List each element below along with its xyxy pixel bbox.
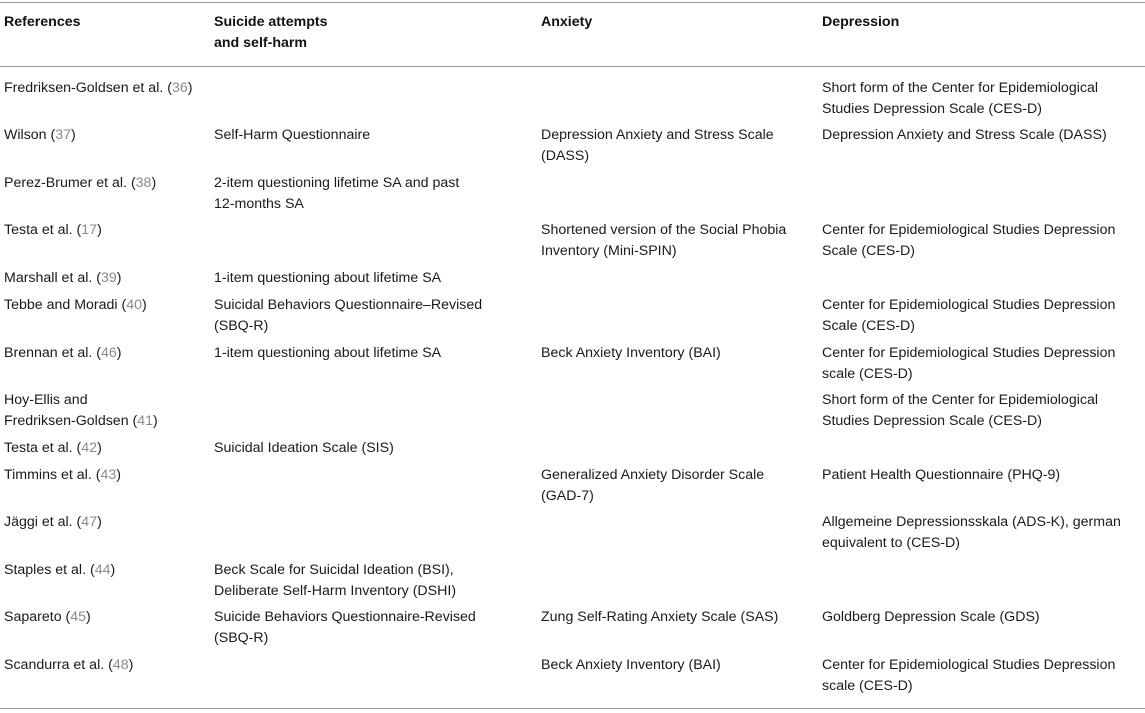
reference-author: Staples et al. (	[4, 562, 95, 578]
depression-cell-line2: scale (CES-D)	[822, 366, 913, 382]
reference-cell	[4, 560, 209, 581]
depression-cell-line1: Center for Epidemiological Studies Depression	[822, 222, 1116, 238]
reference-close-paren: )	[128, 657, 134, 673]
table-top-rule	[0, 2, 1145, 3]
citation-number-link[interactable]: 48	[112, 657, 129, 673]
reference-close-paren: )	[110, 562, 116, 578]
depression-cell-line1: Center for Epidemiological Studies Depression	[822, 297, 1116, 313]
table-row	[0, 512, 1145, 554]
reference-close-paren: )	[71, 127, 76, 143]
depression-cell-line2: equivalent to (CES-D)	[822, 535, 960, 551]
reference-cell	[4, 220, 209, 241]
header-references: References	[4, 14, 81, 30]
depression-cell-line1: Goldberg Depression Scale (GDS)	[822, 609, 1040, 625]
depression-cell-line1: Depression Anxiety and Stress Scale (DASS)	[822, 127, 1107, 143]
table-row	[0, 607, 1145, 649]
suicide-cell-line2: 12-months SA	[214, 196, 304, 212]
anxiety-cell-line1: Generalized Anxiety Disorder Scale	[541, 467, 765, 483]
citation-number-link[interactable]: 40	[126, 297, 143, 313]
depression-cell-line1: Center for Epidemiological Studies Depression	[822, 345, 1116, 361]
reference-cell	[4, 268, 209, 289]
suicide-cell-line2: Deliberate Self-Harm Inventory (DSHI)	[214, 583, 457, 599]
table-row	[0, 560, 1145, 602]
table-row	[0, 390, 1145, 432]
reference-cell	[4, 438, 209, 459]
reference-author: Tebbe and Moradi (	[4, 297, 127, 313]
reference-author: Sapareto (	[4, 609, 71, 625]
citation-number-link[interactable]: 38	[135, 175, 152, 191]
reference-close-paren: )	[116, 467, 121, 483]
table-row	[0, 343, 1145, 385]
reference-cell	[4, 607, 209, 628]
suicide-cell-line1: 1-item questioning about lifetime SA	[214, 270, 442, 286]
reference-cell	[4, 295, 209, 316]
reference-cell	[4, 465, 209, 486]
anxiety-cell-line2: (DASS)	[541, 148, 590, 164]
anxiety-cell-line1: Shortened version of the Social Phobia	[541, 222, 787, 238]
reference-author: Marshall et al. (	[4, 270, 101, 286]
reference-cell	[4, 78, 209, 99]
suicide-cell-line1: Beck Scale for Suicidal Ideation (BSI),	[214, 562, 454, 578]
reference-author: Hoy-Ellis and	[4, 392, 88, 408]
reference-close-paren: )	[116, 345, 122, 361]
suicide-cell-line2: (SBQ-R)	[214, 630, 269, 646]
reference-author: Timmins et al. (	[4, 467, 101, 483]
anxiety-cell-line1: Zung Self-Rating Anxiety Scale (SAS)	[541, 609, 779, 625]
reference-close-paren: )	[97, 222, 102, 238]
reference-cell	[4, 125, 209, 146]
suicide-cell-line1: 2-item questioning lifetime SA and past	[214, 175, 460, 191]
suicide-cell-line1: Suicidal Ideation Scale (SIS)	[214, 440, 394, 456]
depression-cell-line2: Studies Depression Scale (CES-D)	[822, 413, 1042, 429]
table-row	[0, 220, 1145, 262]
reference-close-paren: )	[153, 413, 158, 429]
reference-cell	[4, 343, 209, 364]
reference-author: Perez-Brumer et al. (	[4, 175, 136, 191]
suicide-cell-line2: (SBQ-R)	[214, 318, 269, 334]
depression-cell-line2: scale (CES-D)	[822, 678, 913, 694]
reference-cell	[4, 655, 209, 676]
suicide-cell-line1: Self-Harm Questionnaire	[214, 127, 371, 143]
suicide-cell-line1: Suicide Behaviors Questionnaire-Revised	[214, 609, 476, 625]
table-row	[0, 78, 1145, 120]
anxiety-cell-line2: (GAD-7)	[541, 488, 594, 504]
anxiety-cell-line2: Inventory (Mini-SPIN)	[541, 243, 677, 259]
depression-cell-line2: Scale (CES-D)	[822, 243, 916, 259]
header-suicide-line1: Suicide attempts	[214, 14, 328, 30]
depression-cell-line2: Studies Depression Scale (CES-D)	[822, 101, 1042, 117]
citation-number-link[interactable]: 43	[100, 467, 117, 483]
header-suicide-line2: and self-harm	[214, 35, 308, 51]
citation-number-link[interactable]: 45	[70, 609, 87, 625]
reference-author: Brennan et al. (	[4, 345, 102, 361]
table-row	[0, 465, 1145, 507]
citation-number-link[interactable]: 44	[94, 562, 111, 578]
depression-cell-line1: Patient Health Questionnaire (PHQ-9)	[822, 467, 1061, 483]
header-depression: Depression	[822, 14, 900, 30]
citation-number-link[interactable]: 47	[81, 514, 98, 530]
reference-author: Testa et al. (	[4, 440, 82, 456]
citation-number-link[interactable]: 17	[81, 222, 98, 238]
anxiety-cell-line1: Beck Anxiety Inventory (BAI)	[541, 657, 721, 673]
reference-close-paren: )	[86, 609, 91, 625]
reference-close-paren: )	[151, 175, 157, 191]
reference-cell	[4, 512, 209, 533]
citation-number-link[interactable]: 39	[100, 270, 117, 286]
table-row	[0, 125, 1145, 167]
reference-cell-line2	[4, 411, 209, 432]
reference-author-line2: Fredriksen-Goldsen (	[4, 413, 138, 429]
citation-number-link[interactable]: 41	[137, 413, 154, 429]
table-row	[0, 295, 1145, 337]
reference-cell	[4, 173, 209, 194]
reference-author: Testa et al. (	[4, 222, 82, 238]
depression-cell-line2: Scale (CES-D)	[822, 318, 916, 334]
header-rule	[0, 66, 1145, 67]
citation-number-link[interactable]: 37	[55, 127, 72, 143]
table-row	[0, 173, 1145, 215]
reference-close-paren: )	[116, 270, 122, 286]
anxiety-cell-line1: Depression Anxiety and Stress Scale	[541, 127, 774, 143]
depression-cell-line1: Allgemeine Depressionsskala (ADS-K), german	[822, 514, 1121, 530]
table-bottom-rule	[0, 708, 1145, 709]
depression-cell-line1: Short form of the Center for Epidemiological	[822, 80, 1098, 96]
reference-author: Jäggi et al. (	[4, 514, 82, 530]
suicide-cell-line1: Suicidal Behaviors Questionnaire–Revised	[214, 297, 483, 313]
anxiety-cell-line1: Beck Anxiety Inventory (BAI)	[541, 345, 721, 361]
header-anxiety: Anxiety	[541, 14, 593, 30]
citation-number-link[interactable]: 36	[171, 80, 188, 96]
reference-close-paren: )	[187, 80, 193, 96]
reference-close-paren: )	[142, 297, 147, 313]
reference-author: Wilson (	[4, 127, 56, 143]
suicide-cell-line1: 1-item questioning about lifetime SA	[214, 345, 442, 361]
depression-cell-line1: Center for Epidemiological Studies Depression	[822, 657, 1116, 673]
table-header	[0, 12, 1145, 62]
depression-cell-line1: Short form of the Center for Epidemiological	[822, 392, 1098, 408]
citation-number-link[interactable]: 46	[101, 345, 117, 361]
reference-author: Scandurra et al. (	[4, 657, 113, 673]
reference-close-paren: )	[97, 440, 102, 456]
reference-author: Fredriksen-Goldsen et al. (	[4, 80, 172, 96]
citation-number-link[interactable]: 42	[81, 440, 98, 456]
table-row	[0, 655, 1145, 697]
reference-close-paren: )	[97, 514, 102, 530]
